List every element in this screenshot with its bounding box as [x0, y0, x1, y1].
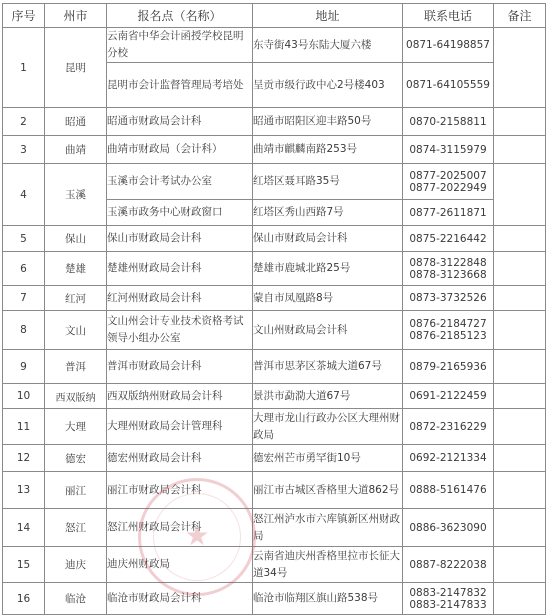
- cell-phone: 0871-64198857: [403, 28, 494, 63]
- cell-phone: 0876-2184727 0876-2185123: [403, 311, 494, 350]
- cell-no: 4: [3, 164, 45, 226]
- cell-site: 德宏州财政局会计科: [107, 445, 253, 472]
- header-address: 地址: [253, 4, 403, 28]
- cell-address: 楚雄市鹿城北路25号: [253, 252, 403, 286]
- cell-address: 景洪市勐泐大道67号: [253, 384, 403, 409]
- cell-phone: 0887-8222038: [403, 547, 494, 583]
- cell-no: 1: [3, 28, 45, 108]
- cell-phone: 0883-2147832 0883-2147833: [403, 583, 494, 615]
- cell-note: [494, 108, 546, 136]
- cell-city: 迪庆: [45, 547, 107, 583]
- cell-phone: 0873-3732526: [403, 286, 494, 311]
- table-row: [3, 350, 546, 384]
- cell-note: [494, 252, 546, 286]
- table-row: [3, 445, 546, 472]
- cell-phone: 0877-2025007 0877-2022949: [403, 164, 494, 200]
- table-row: [3, 509, 546, 547]
- table-row: [3, 311, 546, 350]
- table-row: [3, 409, 546, 445]
- cell-site: 临沧市财政局会计科: [107, 583, 253, 615]
- cell-site: 迪庆州财政局: [107, 547, 253, 583]
- cell-no: 15: [3, 547, 45, 583]
- header-phone: 联系电话: [403, 4, 494, 28]
- cell-address: 临沧市临翔区旗山路538号: [253, 583, 403, 615]
- cell-address: 丽江市古城区香格里大道862号: [253, 472, 403, 509]
- table-row: [3, 286, 546, 311]
- cell-site: 云南省中华会计函授学校昆明分校: [107, 28, 253, 63]
- cell-city: 丽江: [45, 472, 107, 509]
- cell-address: 保山市财政局会计科: [253, 226, 403, 252]
- cell-no: 2: [3, 108, 45, 136]
- cell-address: 文山州财政局会计科: [253, 311, 403, 350]
- cell-no: 13: [3, 472, 45, 509]
- cell-city: 怒江: [45, 509, 107, 547]
- header-site: 报名点（名称）: [107, 4, 253, 28]
- cell-note: [494, 28, 546, 108]
- cell-address: 呈贡市级行政中心2号楼403: [253, 63, 403, 108]
- cell-no: 16: [3, 583, 45, 615]
- cell-city: 曲靖: [45, 136, 107, 164]
- table-row: [3, 108, 546, 136]
- cell-no: 6: [3, 252, 45, 286]
- cell-no: 12: [3, 445, 45, 472]
- cell-phone: 0878-3122848 0878-3123668: [403, 252, 494, 286]
- cell-note: [494, 286, 546, 311]
- cell-site: 昆明市会计监督管理局考培处: [107, 63, 253, 108]
- cell-no: 9: [3, 350, 45, 384]
- cell-address: 怒江州泸水市六库镇新区州财政局: [253, 509, 403, 547]
- cell-phone: 0888-5161476: [403, 472, 494, 509]
- cell-site: 丽江市财政局会计科: [107, 472, 253, 509]
- cell-city: 德宏: [45, 445, 107, 472]
- cell-note: [494, 136, 546, 164]
- cell-no: 3: [3, 136, 45, 164]
- cell-city: 西双版纳: [45, 384, 107, 409]
- cell-city: 红河: [45, 286, 107, 311]
- cell-phone: 0871-64105559: [403, 63, 494, 108]
- cell-phone: 0691-2122459: [403, 384, 494, 409]
- cell-city: 昆明: [45, 28, 107, 108]
- cell-address: 曲靖市麒麟南路253号: [253, 136, 403, 164]
- cell-city: 文山: [45, 311, 107, 350]
- cell-address: 大理市龙山行政办公区大理州财政局: [253, 409, 403, 445]
- cell-site: 大理州财政局会计管理科: [107, 409, 253, 445]
- cell-address: 德宏州芒市勇罕街10号: [253, 445, 403, 472]
- cell-note: [494, 445, 546, 472]
- cell-note: [494, 583, 546, 615]
- table-row: [3, 226, 546, 252]
- table-row: [3, 583, 546, 615]
- header-note: 备注: [494, 4, 546, 28]
- cell-site: 保山市财政局会计科: [107, 226, 253, 252]
- header-city: 州市: [45, 4, 107, 28]
- cell-site: 文山州会计专业技术资格考试领导小组办公室: [107, 311, 253, 350]
- cell-phone: 0879-2165936: [403, 350, 494, 384]
- cell-note: [494, 509, 546, 547]
- table-row: [3, 252, 546, 286]
- cell-city: 昭通: [45, 108, 107, 136]
- cell-no: 14: [3, 509, 45, 547]
- cell-city: 保山: [45, 226, 107, 252]
- cell-address: 昭通市昭阳区迎丰路50号: [253, 108, 403, 136]
- star-icon: ★: [184, 519, 210, 552]
- cell-no: 5: [3, 226, 45, 252]
- cell-site: 曲靖市财政局（会计科）: [107, 136, 253, 164]
- table-row: [3, 164, 546, 200]
- cell-address: 红塔区秀山西路7号: [253, 200, 403, 226]
- cell-city: 临沧: [45, 583, 107, 615]
- cell-note: [494, 311, 546, 350]
- cell-site: 普洱市财政局会计科: [107, 350, 253, 384]
- cell-site: 怒江州财政局会计科: [107, 509, 253, 547]
- table-row: [3, 384, 546, 409]
- cell-phone: 0886-3623090: [403, 509, 494, 547]
- cell-address: 普洱市思茅区茶城大道67号: [253, 350, 403, 384]
- cell-address: 东寺街43号东陆大厦六楼: [253, 28, 403, 63]
- cell-note: [494, 350, 546, 384]
- cell-phone: 0875-2216442: [403, 226, 494, 252]
- cell-address: 红塔区聂耳路35号: [253, 164, 403, 200]
- cell-address: 蒙自市凤凰路8号: [253, 286, 403, 311]
- cell-city: 大理: [45, 409, 107, 445]
- cell-phone: 0692-2121334: [403, 445, 494, 472]
- cell-site: 玉溪市会计考试办公室: [107, 164, 253, 200]
- cell-note: [494, 547, 546, 583]
- cell-note: [494, 164, 546, 226]
- cell-phone: 0877-2611871: [403, 200, 494, 226]
- cell-city: 玉溪: [45, 164, 107, 226]
- cell-phone: 0872-2316229: [403, 409, 494, 445]
- cell-note: [494, 409, 546, 445]
- cell-city: 楚雄: [45, 252, 107, 286]
- cell-phone: 0870-2158811: [403, 108, 494, 136]
- cell-site: 红河州财政局会计科: [107, 286, 253, 311]
- cell-no: 7: [3, 286, 45, 311]
- table-row: [3, 28, 546, 63]
- cell-phone: 0874-3115979: [403, 136, 494, 164]
- cell-no: 11: [3, 409, 45, 445]
- cell-note: [494, 472, 546, 509]
- cell-site: 西双版纳州财政局会计科: [107, 384, 253, 409]
- cell-note: [494, 226, 546, 252]
- cell-no: 8: [3, 311, 45, 350]
- header-row: [3, 4, 546, 28]
- table-row: [3, 547, 546, 583]
- cell-city: 普洱: [45, 350, 107, 384]
- cell-site: 昭通市财政局会计科: [107, 108, 253, 136]
- table-row: [3, 472, 546, 509]
- table-row: [3, 136, 546, 164]
- header-no: 序号: [3, 4, 45, 28]
- cell-note: [494, 384, 546, 409]
- registration-sites-table: [2, 3, 546, 615]
- cell-address: 云南省迪庆州香格里拉市长征大道34号: [253, 547, 403, 583]
- cell-site: 楚雄州财政局会计科: [107, 252, 253, 286]
- cell-no: 10: [3, 384, 45, 409]
- cell-site: 玉溪市政务中心财政窗口: [107, 200, 253, 226]
